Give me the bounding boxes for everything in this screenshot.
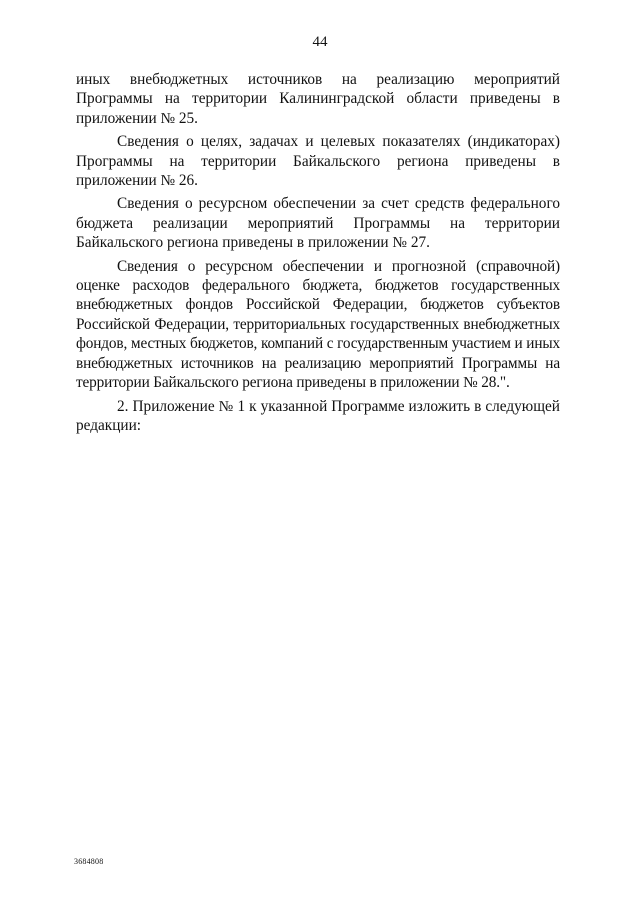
page-number: 44 bbox=[312, 34, 328, 50]
paragraph-appendix-1-amendment: 2. Приложение № 1 к указанной Программе изложить в следующей редакции: bbox=[76, 397, 560, 434]
paragraph-continuation: иных внебюджетных источников на реализацию мероприятий Программы на территории Калининградской области приведены в приложении № 25. bbox=[76, 71, 560, 127]
document-code: 3684808 bbox=[74, 857, 104, 866]
document-body bbox=[76, 70, 560, 439]
paragraph-appendix-27: Сведения о ресурсном обеспечении за счет средств федерального бюджета реализации мероприятий Программы на территории Байкальского региона приведены в приложении № 27. bbox=[76, 195, 560, 252]
paragraph-appendix-28: Сведения о ресурсном обеспечении и прогнозной (справочной) оценке расходов федерального бюджета, бюджетов государственных внебюджетных фондов Российской Федерации, бюджетов субъектов Российской Федерации, территориальных государственных внебюджетных фондов, местных бюджетов, компаний с государственным участием и иных внебюджетных источников на реализацию мероприятий Программы на территории Байкальского региона приведены в приложении № 28.". bbox=[76, 257, 560, 392]
paragraph-appendix-26: Сведения о целях, задачах и целевых показателях (индикаторах) Программы на территории Байкальского региона приведены в приложении № 26. bbox=[76, 133, 560, 190]
